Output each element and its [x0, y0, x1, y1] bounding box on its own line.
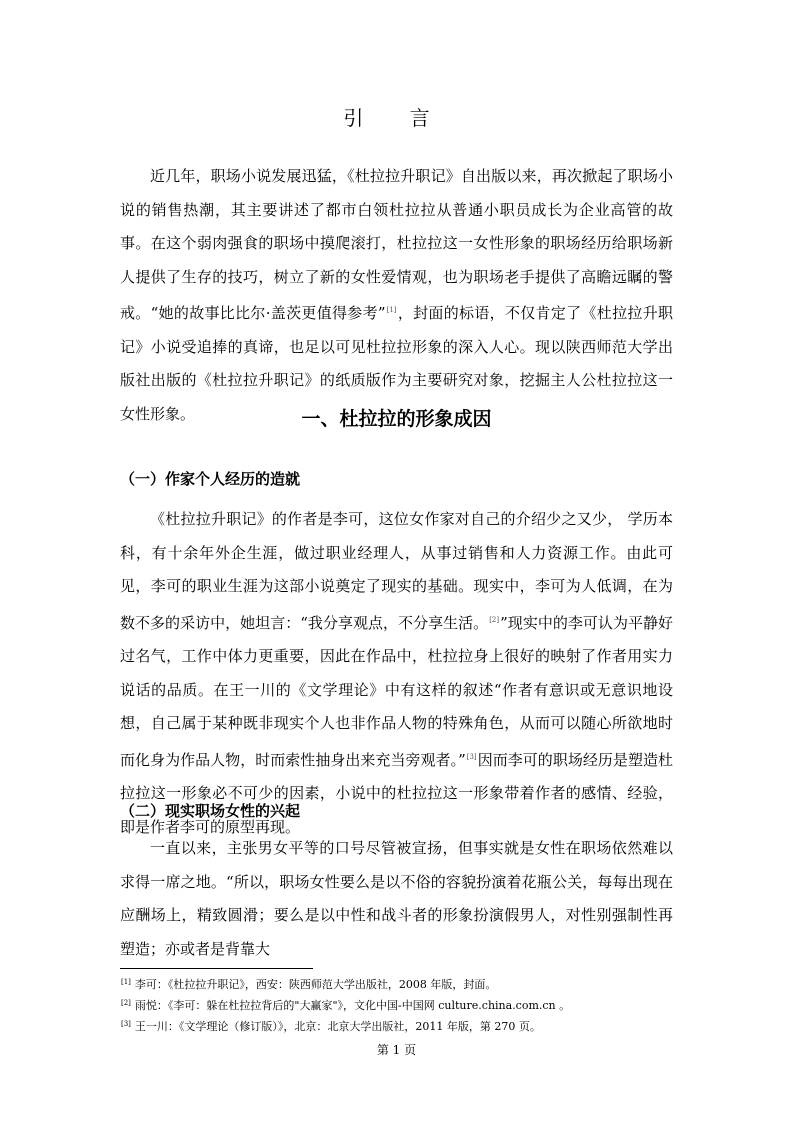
footnote-mark: [3]: [121, 1020, 131, 1028]
intro-text-a: 近几年，职场小说发展迅猛，《杜拉拉升职记》自出版以来，再次掀起了职场小说的销售热潮，其主要讲述了都市白领杜拉拉从普通小职员成长为企业高管的故事。在这个弱肉强食的职场中摸爬滚打，杜拉拉这一女性形象的职场经历给职场新人提供了生存的技巧，树立了新的女性爱情观，也为职场老手提供了高瞻远瞩的警戒。“她的故事比比尔·盖茨更值得参考”: [120, 167, 673, 322]
intro-text-b: ，封面的标语，不仅肯定了《杜拉拉升职记》小说受追捧的真谛，也足以可见杜拉拉形象的深入人心。现以陕西师范大学出版社出版的《杜拉拉升职记》的纸质版作为主要研究对象，挖掘主人公杜拉拉这一女性形象。: [120, 304, 673, 423]
footnote-mark: [2]: [121, 999, 131, 1007]
footnote-mark: [1]: [121, 978, 131, 986]
sub1-text-a: 《杜拉拉升职记》的作者是李可，这位女作家对自己的介绍少之又少， 学历本科，有十余年外企生涯，做过职业经理人，从事过销售和人力资源工作。由此可见，李可的职业生涯为这部小说奠定了现实的基础。现实中，李可为人低调，在为数不多的采访中，她坦言：“我分享观点，不分享生活。: [120, 510, 673, 632]
subsection-1-body: [120, 503, 673, 844]
intro-section: [120, 160, 673, 431]
footnote-ref-3[interactable]: [3]: [466, 752, 477, 761]
footnote-text: 王一川：《文学理论（修订版）》，北京：北京大学出版社，2011 年版，第 270 页。: [134, 1020, 541, 1033]
intro-paragraph: [120, 160, 673, 431]
page-number: 第 1 页: [376, 1043, 417, 1057]
footnote-1: [120, 973, 680, 994]
footnote-ref-1[interactable]: [1]: [386, 306, 397, 314]
subsection-heading-2: （二）现实职场女性的兴起: [120, 802, 301, 820]
footnote-3: [120, 1015, 680, 1036]
subsection-2-body: [120, 832, 673, 966]
sub1-text-c: 因而李可的职场经历是塑造杜拉拉这一形象必不可少的因素，小说中的杜拉拉这一形象带着作者的感情、经验，即是作者李可的原型再现。: [120, 750, 673, 836]
footnote-separator: [120, 968, 313, 969]
footnotes: [120, 973, 680, 1036]
footnote-2: [120, 994, 680, 1015]
subsection-heading-1: （一）作家个人经历的造就: [120, 470, 301, 488]
page-title: 引 言: [343, 106, 450, 130]
subsection-2-paragraph: 一直以来，主张男女平等的口号尽管被宣扬，但事实就是女性在职场依然难以求得一席之地。“所以，职场女性要么是以不俗的容貌扮演着花瓶公关，每每出现在应酬场上，精致圆滑；要么是以中性和战斗者的形象扮演假男人，对性别强制性再塑造；亦或者是背靠大: [120, 839, 673, 958]
footnote-text: 李可：《杜拉拉升职记》，西安：陕西师范大学出版社，2008 年版，封面。: [134, 978, 497, 991]
footnote-text: 雨悦：《李可：躲在杜拉拉背后的"大赢家"》，文化中国-中国网 culture.china.com.cn 。: [134, 999, 571, 1012]
section-heading: 一、杜拉拉的形象成因: [301, 408, 492, 430]
subsection-1-paragraph: [120, 503, 673, 844]
sub1-text-b: ”现实中的李可认为平静好过名气，工作中体力更重要，因此在作品中，杜拉拉身上很好的映射了作者用实力说话的品质。在王一川的《文学理论》中有这样的叙述“作者有意识或无意识地设想，自己属于某种既非现实个人也非作品人物的特殊角色，从而可以随心所欲地时而化身为作品人物，时而索性抽身出来充当旁观者。”: [120, 613, 674, 769]
footnote-ref-2[interactable]: [2]: [489, 615, 500, 624]
